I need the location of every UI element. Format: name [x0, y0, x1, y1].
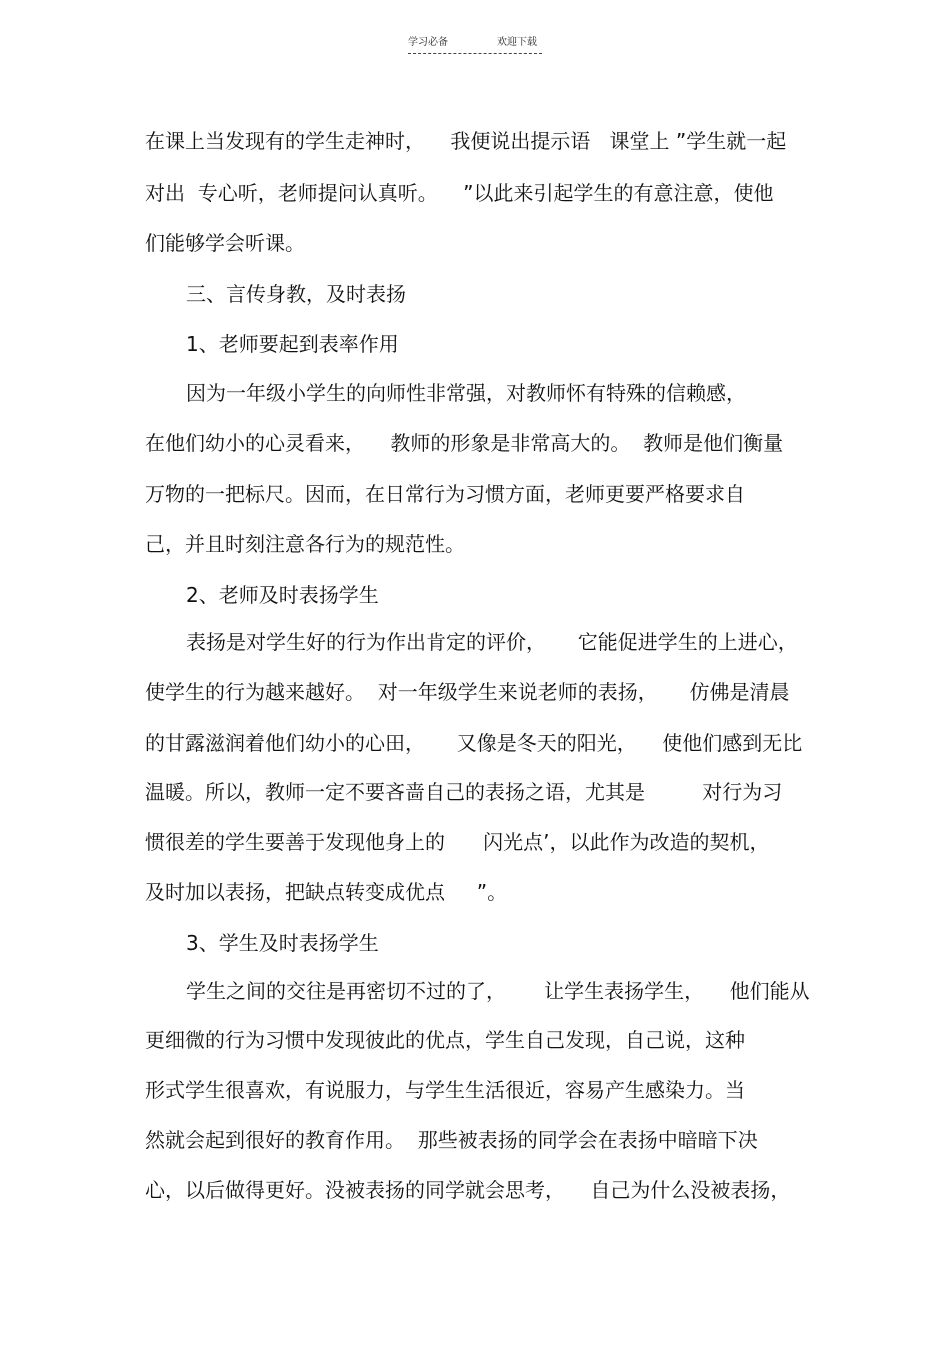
text-line: 3、学生及时表扬学生 [186, 931, 379, 955]
header-right-text: 欢迎下载 [497, 37, 537, 48]
text-line: 三、言传身教，及时表扬 [186, 282, 406, 306]
text-line: 在课上当发现有的学生走神时， 我便说出提示语 课堂上 ”学生就一起 [145, 129, 787, 153]
text-line: 们能够学会听课。 [145, 231, 305, 255]
text-line: 使学生的行为越来越好。 对一年级学生来说老师的表扬， 仿佛是清晨 [145, 680, 790, 704]
text-line: 1、老师要起到表率作用 [186, 332, 399, 356]
text-line: 因为一年级小学生的向师性非常强，对教师怀有特殊的信赖感， [186, 381, 746, 405]
text-line: 更细微的行为习惯中发现彼此的优点，学生自己发现，自己说，这种 [145, 1028, 745, 1052]
header-left-text: 学习必备 [408, 37, 448, 48]
header-divider [408, 53, 542, 54]
text-line: 及时加以表扬，把缺点转变成优点 ”。 [145, 880, 508, 904]
text-line: 2、老师及时表扬学生 [186, 583, 379, 607]
text-line: 对出 专心听，老师提问认真听。 ”以此来引起学生的有意注意，使他 [145, 181, 774, 205]
text-line: 温暖。所以，教师一定不要吝啬自己的表扬之语，尤其是 对行为习 [145, 780, 783, 804]
text-line: 惯很差的学生要善于发现他身上的 闪光点’，以此作为改造的契机， [145, 830, 770, 854]
text-line: 心，以后做得更好。没被表扬的同学就会思考， 自己为什么没被表扬， [145, 1178, 791, 1202]
text-line: 的甘露滋润着他们幼小的心田， 又像是冬天的阳光， 使他们感到无比 [145, 731, 803, 755]
text-line: 在他们幼小的心灵看来， 教师的形象是非常高大的。 教师是他们衡量 [145, 431, 784, 455]
text-line: 然就会起到很好的教育作用。 那些被表扬的同学会在表扬中暗暗下决 [145, 1128, 758, 1152]
text-line: 表扬是对学生好的行为作出肯定的评价， 它能促进学生的上进心， [186, 630, 798, 654]
text-line: 学生之间的交往是再密切不过的了， 让学生表扬学生， 他们能从 [186, 979, 810, 1003]
text-line: 形式学生很喜欢，有说服力，与学生生活很近，容易产生感染力。当 [145, 1078, 745, 1102]
text-line: 己，并且时刻注意各行为的规范性。 [145, 532, 465, 556]
text-line: 万物的一把标尺。因而，在日常行为习惯方面，老师更要严格要求自 [145, 482, 745, 506]
page-header [408, 36, 543, 58]
